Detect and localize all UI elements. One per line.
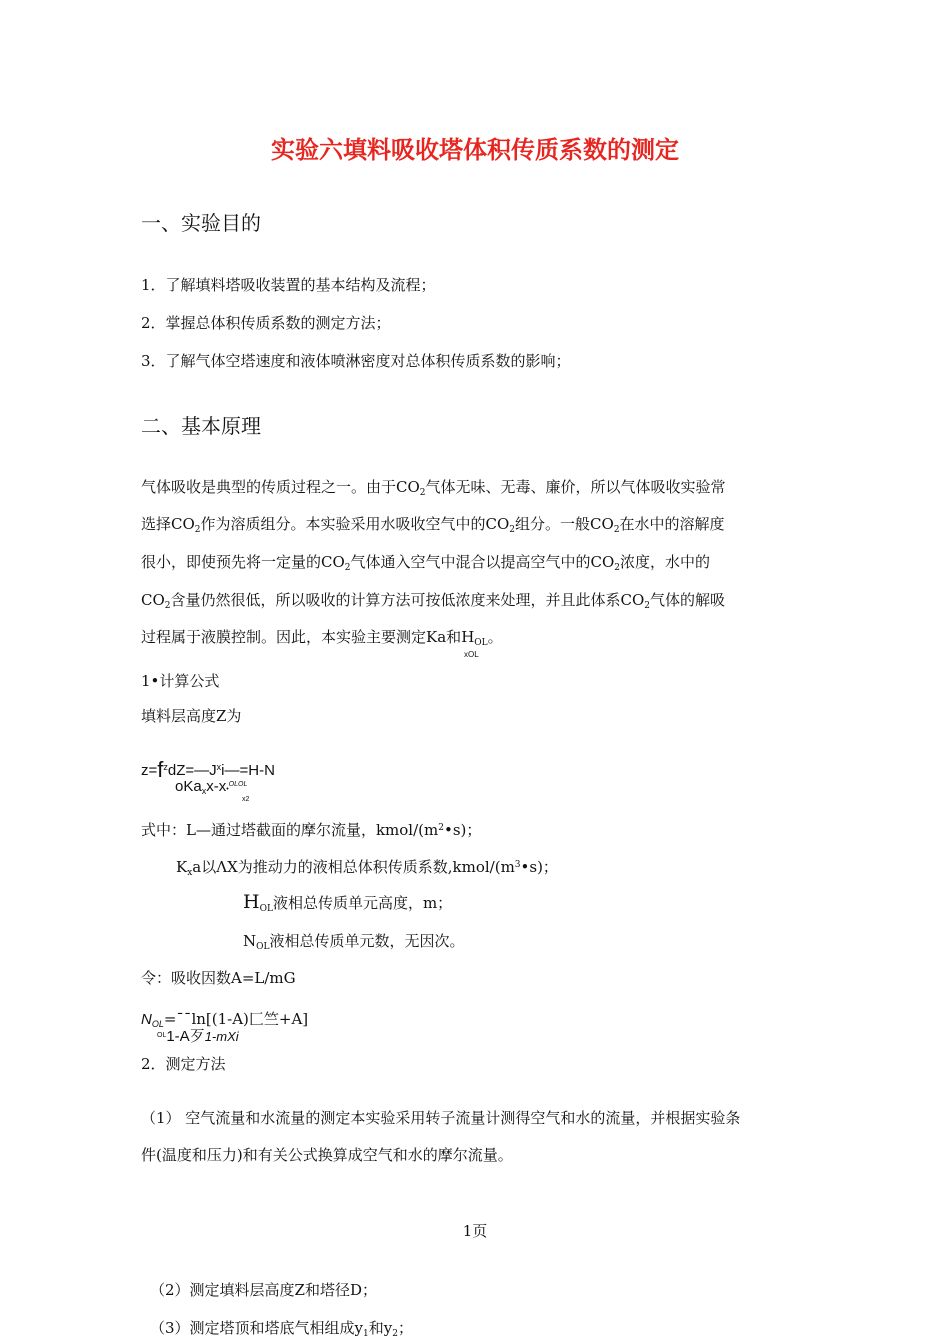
formula-height: $z=f^zdZ=—J^xi—=H-N$: [141, 757, 275, 782]
method-3: （3）测定塔顶和塔底气相组成$y_1$和$y_2$；: [150, 1319, 413, 1339]
section-heading-principle: 二、基本原理: [141, 414, 261, 438]
principle-line-1: 气体吸收是典型的传质过程之一。由于$CO_2$气体无味、无毒、廉价，所以气体吸收实验常: [141, 478, 726, 498]
formula-nol-denominator: $^{OL}$1-A歹1-mXi: [157, 1027, 239, 1045]
section-heading-objectives: 一、实验目的: [141, 211, 261, 235]
method-1-line-1: （1） 空气流量和水流量的测定本实验采用转子流量计测得空气和水的流量，并根据实验条: [141, 1109, 741, 1127]
z-intro: 填料层高度Z为: [141, 707, 242, 725]
method-1-line-2: 件(温度和压力)和有关公式换算成空气和水的摩尔流量。: [141, 1146, 513, 1164]
where-line: 式中：L—通过塔截面的摩尔流量，kmol/$(m^2•s)$；: [141, 821, 482, 839]
principle-line-2: 选择$CO_2$作为溶质组分。本实验采用水吸收空气中的$CO_2$组分。一般$CO_2$在水中的溶解度: [141, 515, 725, 535]
principle-line-5-subscript: xOL: [464, 650, 479, 659]
principle-line-3: 很小，即使预先将一定量的$CO_2$气体通入空气中混合以提高空气中的$CO_2$浓度，水中的: [141, 553, 711, 573]
method-heading: 2．测定方法: [141, 1055, 226, 1073]
formula-nol: $N_{OL}=¯¯\ln[(1-A)$匚竺+A]: [141, 1010, 309, 1029]
principle-line-5: 过程属于液膜控制。因此，本实验主要测定Ka和$H_{OL}$。: [141, 628, 503, 648]
method-2: （2）测定填料层高度Z和塔径D；: [150, 1281, 377, 1299]
kxa-definition: $K_xa$以ΛX为推动力的液相总体积传质系数$,kmol/(m^3•s)$；: [176, 858, 558, 878]
calc-heading: 1•计算公式: [141, 672, 220, 690]
formula-height-denominator: oKa$_x$x-x•$^{OLOL}$: [175, 778, 248, 796]
page-number: 1页: [462, 1222, 488, 1240]
page-title: 实验六填料吸收塔体积传质系数的测定: [271, 136, 679, 164]
objective-item-1: 1．了解填料塔吸收装置的基本结构及流程；: [141, 276, 436, 294]
absorption-factor: 令：吸收因数A=L/mG: [141, 969, 296, 987]
objective-item-2: 2．掌握总体积传质系数的测定方法；: [141, 314, 391, 332]
principle-line-4: $CO_2$含量仍然很低，所以吸收的计算方法可按低浓度来处理，并且此体系$CO_2$气体的解吸: [141, 591, 726, 611]
objective-item-3: 3．了解气体空塔速度和液体喷淋密度对总体积传质系数的影响；: [141, 352, 571, 370]
hol-definition: $H_{OL}$液相总传质单元高度，m；: [243, 891, 453, 914]
nol-definition: $N_{OL}$液相总传质单元数，无因次。: [243, 932, 465, 952]
formula-height-subscript: x2: [242, 796, 250, 803]
